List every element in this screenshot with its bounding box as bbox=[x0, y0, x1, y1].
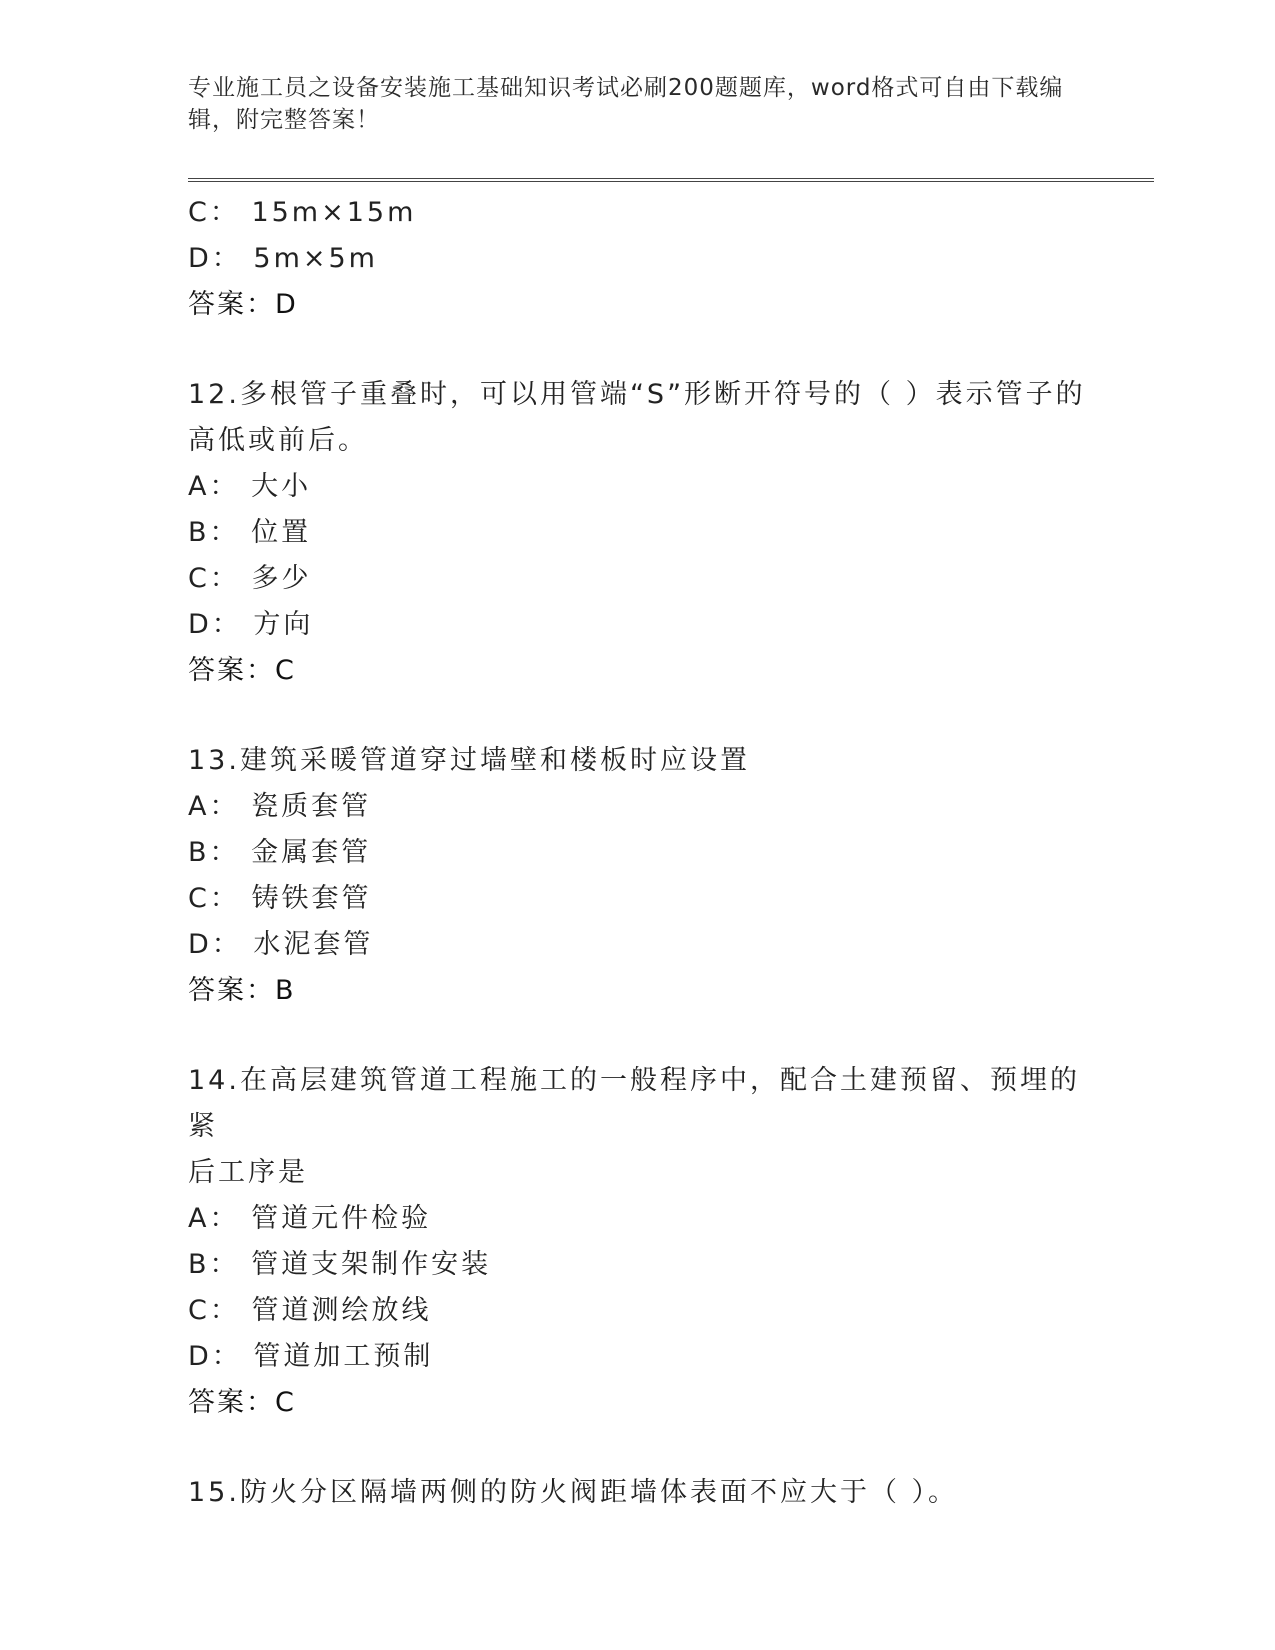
option-label: B： bbox=[188, 517, 240, 548]
option-label: B： bbox=[188, 1249, 240, 1280]
question-stem-continued: 高低或前后。 bbox=[188, 425, 368, 456]
option-d bbox=[188, 1334, 1088, 1380]
answer-line: 答案：B bbox=[188, 975, 296, 1006]
option-label: C： bbox=[188, 883, 240, 914]
option-text: 15m×15m bbox=[251, 197, 417, 228]
option-d bbox=[188, 602, 1088, 648]
option-text: 位置 bbox=[251, 517, 312, 548]
option-c bbox=[188, 190, 1088, 236]
option-b bbox=[188, 510, 1088, 556]
option-text: 管道支架制作安装 bbox=[251, 1249, 492, 1280]
option-label: A： bbox=[188, 1203, 240, 1234]
question-block-11-tail bbox=[188, 190, 1088, 328]
question-stem: 15.防火分区隔墙两侧的防火阀距墙体表面不应大于（ ）。 bbox=[188, 1477, 959, 1508]
question-block-15 bbox=[188, 1470, 1088, 1516]
option-text: 5m×5m bbox=[253, 243, 378, 274]
option-a bbox=[188, 1196, 1088, 1242]
option-label: B： bbox=[188, 837, 240, 868]
question-list bbox=[188, 190, 1088, 1516]
spacer bbox=[188, 694, 1088, 738]
option-d bbox=[188, 922, 1088, 968]
option-text: 金属套管 bbox=[251, 837, 372, 868]
question-stem: 14.在高层建筑管道工程施工的一般程序中，配合土建预留、预埋的紧 bbox=[188, 1065, 1080, 1142]
question-stem-continued: 后工序是 bbox=[188, 1157, 308, 1188]
header-divider bbox=[188, 178, 1154, 182]
question-stem: 12.多根管子重叠时，可以用管端“S”形断开符号的（ ）表示管子的 bbox=[188, 379, 1086, 410]
option-text: 多少 bbox=[251, 563, 312, 594]
question-block-12 bbox=[188, 372, 1088, 694]
spacer bbox=[188, 328, 1088, 372]
option-text: 管道测绘放线 bbox=[251, 1295, 432, 1326]
spacer bbox=[188, 1014, 1088, 1058]
option-a bbox=[188, 464, 1088, 510]
option-d bbox=[188, 236, 1088, 282]
option-label: D： bbox=[188, 243, 242, 274]
spacer bbox=[188, 1426, 1088, 1470]
document-header: 专业施工员之设备安装施工基础知识考试必刷200题题库，word格式可自由下载编辑，附完整答案！ bbox=[188, 75, 1064, 133]
option-text: 方向 bbox=[253, 609, 314, 640]
option-text: 管道加工预制 bbox=[253, 1341, 434, 1372]
question-block-13 bbox=[188, 738, 1088, 1014]
option-label: A： bbox=[188, 471, 240, 502]
answer-line: 答案：C bbox=[188, 655, 296, 686]
question-stem: 13.建筑采暖管道穿过墙壁和楼板时应设置 bbox=[188, 745, 750, 776]
option-label: A： bbox=[188, 791, 240, 822]
option-c bbox=[188, 1288, 1088, 1334]
option-c bbox=[188, 876, 1088, 922]
option-text: 铸铁套管 bbox=[251, 883, 372, 914]
option-b bbox=[188, 1242, 1088, 1288]
option-label: C： bbox=[188, 1295, 240, 1326]
option-label: D： bbox=[188, 609, 242, 640]
option-label: C： bbox=[188, 197, 240, 228]
option-text: 水泥套管 bbox=[253, 929, 374, 960]
option-text: 大小 bbox=[251, 471, 312, 502]
option-text: 管道元件检验 bbox=[251, 1203, 432, 1234]
option-b bbox=[188, 830, 1088, 876]
option-label: C： bbox=[188, 563, 240, 594]
option-a bbox=[188, 784, 1088, 830]
option-c bbox=[188, 556, 1088, 602]
option-label: D： bbox=[188, 929, 242, 960]
option-label: D： bbox=[188, 1341, 242, 1372]
answer-line: 答案：D bbox=[188, 289, 298, 320]
answer-line: 答案：C bbox=[188, 1387, 296, 1418]
question-block-14 bbox=[188, 1058, 1088, 1426]
option-text: 瓷质套管 bbox=[251, 791, 372, 822]
